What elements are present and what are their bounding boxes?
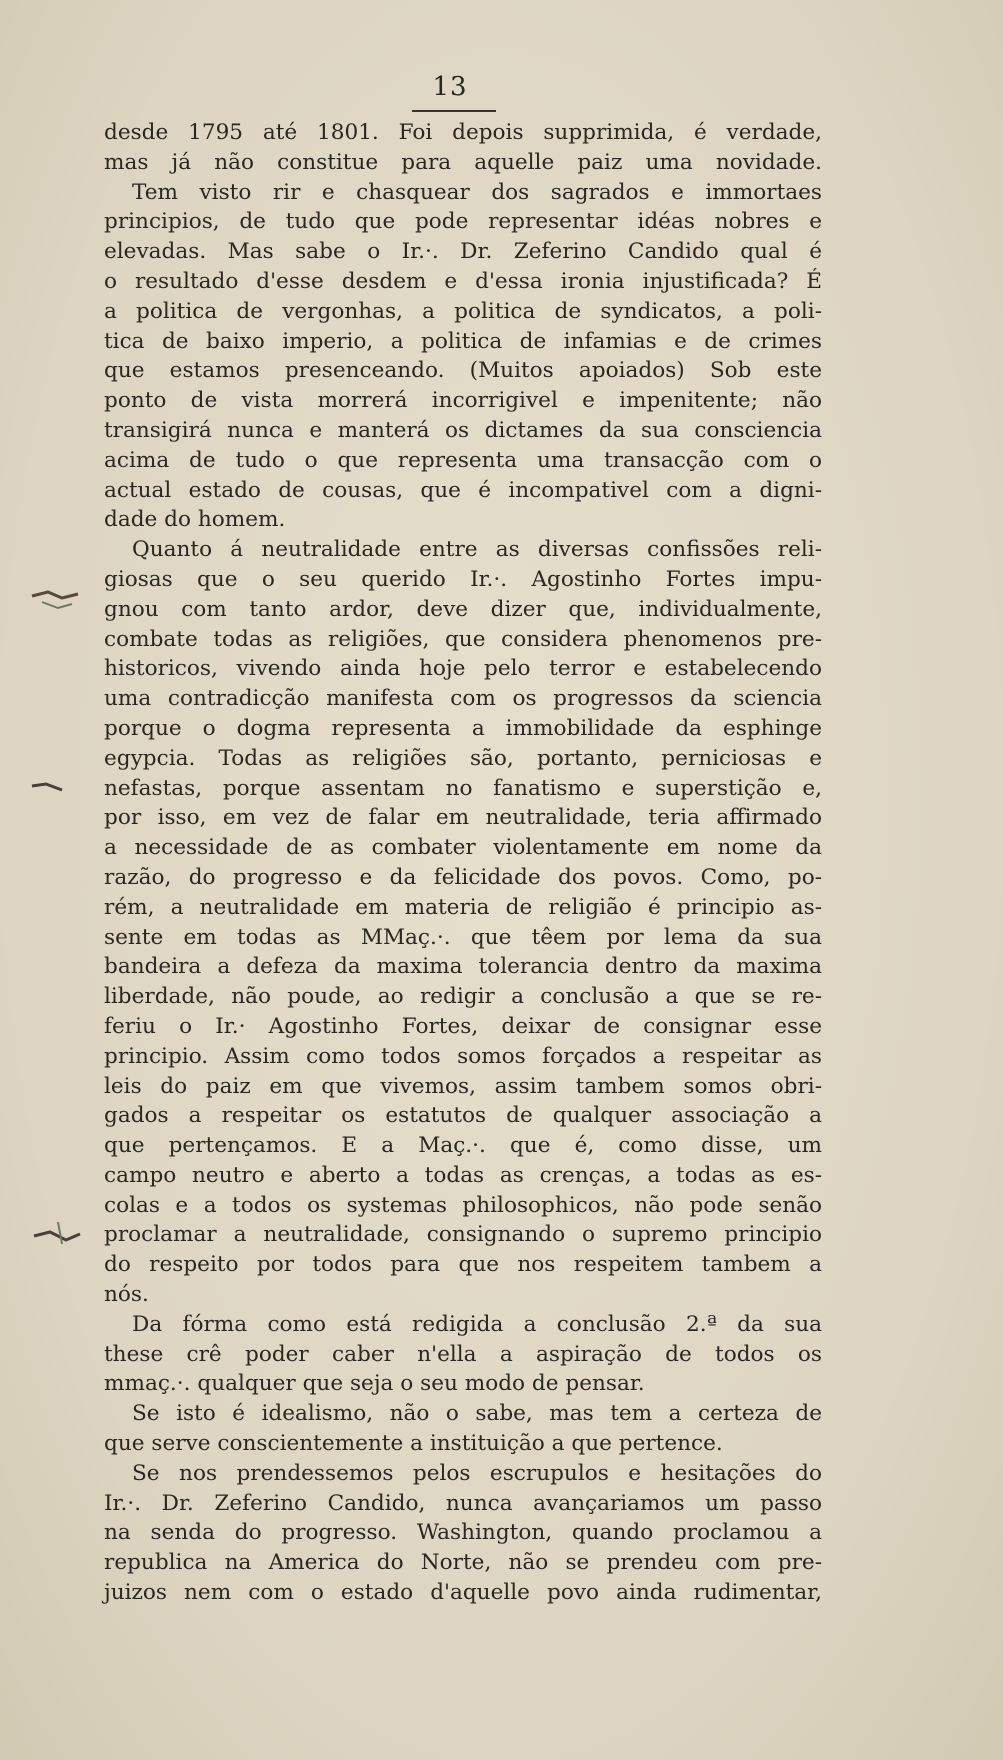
text-line: sente em todas as MMaç.·. que têem por lema da sua <box>104 924 822 950</box>
text-line: Da fórma como está redigida a conclusão 2.ª da sua <box>132 1311 822 1337</box>
text-line: a politica de vergonhas, a politica de syndicatos, a poli- <box>104 298 822 324</box>
page-number: 13 <box>432 72 468 102</box>
text-line: bandeira a defeza da maxima tolerancia dentro da maxima <box>104 954 822 980</box>
text-line: combate todas as religiões, que considera phenomenos pre- <box>104 626 822 652</box>
text-line: juizos nem com o estado d'aquelle povo ainda rudimentar, <box>104 1580 822 1606</box>
text-line: giosas que o seu querido Ir.·. Agostinho Fortes impu- <box>104 566 822 592</box>
text-line: gnou com tanto ardor, deve dizer que, individualmente, <box>104 596 822 622</box>
text-line: these crê poder caber n'ella a aspiração de todos os <box>104 1341 822 1367</box>
text-line: acima de tudo o que representa uma transacção com o <box>104 447 822 473</box>
text-line: Ir.·. Dr. Zeferino Candido, nunca avançariamos um passo <box>104 1490 822 1516</box>
text-line: feriu o Ir.· Agostinho Fortes, deixar de consignar esse <box>104 1013 822 1039</box>
margin-stain-mark <box>28 578 84 618</box>
text-line: por isso, em vez de falar em neutralidade, teria affirmado <box>104 805 822 831</box>
text-line: o resultado d'esse desdem e d'essa ironia injustificada? É <box>104 268 822 294</box>
text-line: uma contradicção manifesta com os progressos da sciencia <box>104 686 822 712</box>
text-line: egypcia. Todas as religiões são, portanto, perniciosas e <box>104 745 822 771</box>
text-line: do respeito por todos para que nos respeitem tambem a <box>104 1252 822 1278</box>
text-line: ponto de vista morrerá incorrigivel e impenitente; não <box>104 388 822 414</box>
margin-stain-mark <box>28 1214 84 1254</box>
text-line: colas e a todos os systemas philosophicos, não pode senão <box>104 1192 822 1218</box>
text-line: Se nos prendessemos pelos escrupulos e hesitações do <box>132 1460 822 1486</box>
text-line: que pertençamos. E a Maç.·. que é, como disse, um <box>104 1133 822 1159</box>
text-line: proclamar a neutralidade, consignando o supremo principio <box>104 1222 822 1248</box>
text-line: elevadas. Mas sabe o Ir.·. Dr. Zeferino Candido qual é <box>104 239 822 265</box>
text-line: liberdade, não poude, ao redigir a conclusão a que se re- <box>104 984 822 1010</box>
text-line: campo neutro e aberto a todas as crenças, a todas as es- <box>104 1162 822 1188</box>
margin-stain-mark <box>28 776 68 800</box>
text-line: principio. Assim como todos somos forçados a respeitar as <box>104 1043 822 1069</box>
text-line: historicos, vivendo ainda hoje pelo terror e estabelecendo <box>104 656 822 682</box>
text-line: desde 1795 até 1801. Foi depois supprimida, é verdade, <box>104 120 822 145</box>
text-line: tica de baixo imperio, a politica de infamias e de crimes <box>104 328 822 354</box>
text-line: nefastas, porque assentam no fanatismo e superstição e, <box>104 775 822 801</box>
text-line: rém, a neutralidade em materia de religião é principio as- <box>104 894 822 920</box>
text-line: republica na America do Norte, não se prendeu com pre- <box>104 1550 822 1576</box>
text-line: Quanto á neutralidade entre as diversas confissões reli- <box>132 537 822 563</box>
text-line: Se isto é idealismo, não o sabe, mas tem a certeza de <box>132 1401 822 1427</box>
text-line: nós. <box>104 1282 149 1308</box>
text-line: mas já não constitue para aquelle paiz uma novidade. <box>104 149 822 175</box>
text-line: actual estado de cousas, que é incompativel com a digni- <box>104 477 822 503</box>
text-line: transigirá nunca e manterá os dictames da sua consciencia <box>104 417 822 443</box>
body-text <box>104 118 822 1608</box>
text-line: razão, do progresso e da felicidade dos povos. Como, po- <box>104 864 822 890</box>
text-line: na senda do progresso. Washington, quando proclamou a <box>104 1520 822 1546</box>
text-line: dade do homem. <box>104 507 286 533</box>
text-line: que estamos presenceando. (Muitos apoiados) Sob este <box>104 358 822 384</box>
text-line: Tem visto rir e chasquear dos sagrados e immortaes <box>132 179 822 205</box>
text-line: principios, de tudo que pode representar idéas nobres e <box>104 209 822 235</box>
text-line: a necessidade de as combater violentamente em nome da <box>104 835 822 861</box>
text-line: leis do paiz em que vivemos, assim tambem somos obri- <box>104 1073 822 1099</box>
text-line: mmaç.·. qualquer que seja o seu modo de pensar. <box>104 1371 645 1397</box>
text-line: que serve conscientemente a instituição a que pertence. <box>104 1431 723 1457</box>
page-number-rule <box>412 110 496 112</box>
text-line: porque o dogma representa a immobilidade da esphinge <box>104 715 822 741</box>
text-line: gados a respeitar os estatutos de qualquer associação a <box>104 1103 822 1129</box>
